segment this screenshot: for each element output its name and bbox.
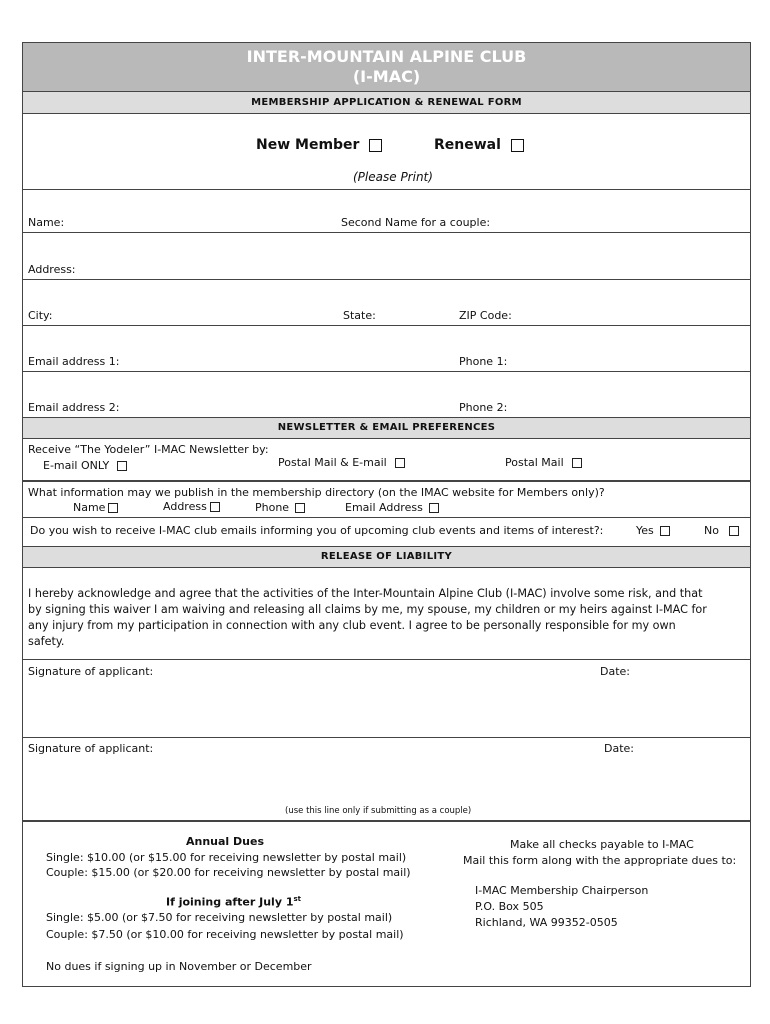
july-title-sup: st [293,895,301,903]
publish-email-checkbox[interactable] [429,503,439,513]
signature2-area[interactable] [23,758,593,806]
newsletter-section-title: NEWSLETTER & EMAIL PREFERENCES [277,422,496,433]
july-title-text: If joining after July 1 [166,895,294,909]
title-banner [23,43,750,91]
club-abbrev: (I-MAC) [352,67,421,86]
date2-label: Date: [604,742,634,755]
mail-instructions: Mail this form along with the appropriate dues to: [463,854,737,867]
second-name-field[interactable]: Second Name for a couple: [341,216,491,229]
postal-email-checkbox[interactable] [395,458,405,468]
emails-no-option[interactable] [704,524,739,537]
mail-address-line1: I-MAC Membership Chairperson [475,884,649,897]
signature1-area[interactable] [23,681,593,735]
postal-email-label: Postal Mail & E-mail [278,456,387,469]
city-field[interactable]: City: [28,309,53,322]
mail-address-line2: P.O. Box 505 [475,900,544,913]
liability-section-bar [23,547,750,567]
address-field[interactable]: Address: [28,263,76,276]
postal-only-label: Postal Mail [505,456,564,469]
liability-section-title: RELEASE OF LIABILITY [320,551,453,562]
membership-form [22,42,751,987]
signature2-label: Signature of applicant: [28,742,154,755]
zip-field[interactable]: ZIP Code: [459,309,512,322]
date2-area[interactable] [604,758,744,806]
emails-yes-label: Yes [636,524,654,537]
date1-area[interactable] [600,681,740,735]
publish-phone-checkbox[interactable] [295,503,305,513]
no-dues-note: No dues if signing up in November or December [46,960,312,973]
july-couple: Couple: $7.50 (or $10.00 for receiving newsletter by postal mail) [46,928,404,941]
club-emails-question: Do you wish to receive I-MAC club emails informing you of upcoming club events and items of interest?: [30,524,604,537]
emails-no-checkbox[interactable] [729,526,739,536]
publish-phone-option[interactable] [255,501,305,514]
postal-email-option[interactable] [278,456,405,469]
mail-address-line3: Richland, WA 99352-0505 [475,916,618,929]
email-only-checkbox[interactable] [117,461,127,471]
liability-text [28,586,707,650]
liability-line: by signing this waiver I am waiving and releasing all claims by me, my spouse, my children or my heirs against I-MAC for [28,603,707,616]
liability-line: I hereby acknowledge and agree that the activities of the Inter-Mountain Alpine Club (I-MAC) involve some risk, and that [28,587,703,600]
postal-only-checkbox[interactable] [572,458,582,468]
new-member-option[interactable] [256,137,382,153]
annual-dues-title: Annual Dues [186,835,264,848]
form-title-bar [23,92,750,113]
emails-yes-option[interactable] [636,524,670,537]
publish-name-option[interactable] [73,501,118,514]
date1-label: Date: [600,665,630,678]
emails-yes-checkbox[interactable] [660,526,670,536]
publish-email-label: Email Address [345,501,423,514]
please-print-note: (Please Print) [353,170,433,184]
publish-address-option[interactable] [163,500,220,513]
renewal-option[interactable] [434,137,524,153]
renewal-checkbox[interactable] [511,139,524,152]
publish-email-option[interactable] [345,501,439,514]
state-field[interactable]: State: [343,309,376,322]
july-title [166,895,301,909]
publish-address-label: Address [163,500,207,513]
newsletter-section-bar [23,418,750,438]
email1-field[interactable]: Email address 1: [28,355,120,368]
form-title: MEMBERSHIP APPLICATION & RENEWAL FORM [251,97,522,108]
annual-single: Single: $10.00 (or $15.00 for receiving newsletter by postal mail) [46,851,407,864]
newsletter-receive-label: Receive “The Yodeler” I-MAC Newsletter by: [28,443,269,456]
new-member-checkbox[interactable] [369,139,382,152]
publish-phone-label: Phone [255,501,290,514]
liability-line: safety. [28,635,65,648]
club-title: INTER-MOUNTAIN ALPINE CLUB [246,47,527,66]
couple-note: (use this line only if submitting as a couple) [285,806,472,816]
publish-address-checkbox[interactable] [210,502,220,512]
signature1-label: Signature of applicant: [28,665,154,678]
annual-couple: Couple: $15.00 (or $20.00 for receiving newsletter by postal mail) [46,866,411,879]
renewal-label: Renewal [434,137,501,153]
new-member-label: New Member [256,137,360,153]
liability-line: any injury from my participation in connection with any club event. I agree to be personally responsible for my own [28,619,676,632]
publish-name-checkbox[interactable] [108,503,118,513]
publish-name-label: Name [73,501,106,514]
phone1-field[interactable]: Phone 1: [459,355,508,368]
email-only-option[interactable] [43,459,127,472]
email2-field[interactable]: Email address 2: [28,401,120,414]
phone2-field[interactable]: Phone 2: [459,401,508,414]
july-single: Single: $5.00 (or $7.50 for receiving newsletter by postal mail) [46,911,393,924]
publish-question: What information may we publish in the membership directory (on the IMAC website for Members only)? [28,486,605,499]
name-field[interactable]: Name: [28,216,65,229]
email-only-label: E-mail ONLY [43,459,110,472]
emails-no-label: No [704,524,719,537]
postal-only-option[interactable] [505,456,582,469]
checks-payable: Make all checks payable to I-MAC [510,838,694,851]
